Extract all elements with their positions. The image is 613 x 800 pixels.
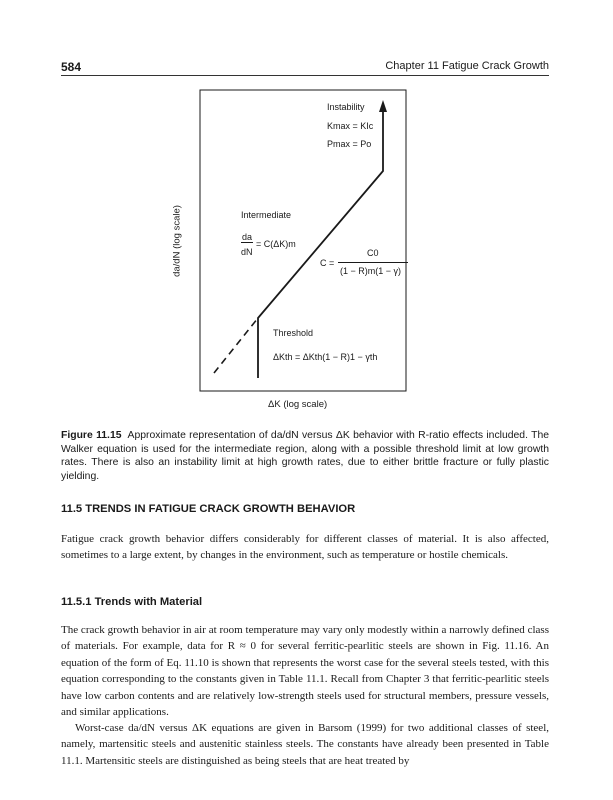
c-equation-denominator: (1 − R)m(1 − γ)	[340, 266, 402, 276]
extrapolation-dashed-line	[214, 318, 258, 373]
instability-arrowhead	[379, 100, 387, 112]
x-axis-label: ΔK (log scale)	[268, 399, 328, 410]
body-paragraph-1: The crack growth behavior in air at room temperature may vary only modestly within a narrowly defined class of materials. For example, data for R ≈ 0 for several ferritic-pearlitic steels are shown in Fig. 11.16. An equation of the form of Eq. 11.10 is shown that represents the worst case for the several steels tested, with this equation corresponding to the constants given in Table 11.1. Recall from Chapter 3 that ferritic-pearlitic steels have low carbon contents and are relatively low-strength steels used for structural members, pressure vessels, and similar applications.	[61, 624, 549, 719]
section-paragraph: Fatigue crack growth behavior differs considerably for different classes of material. It is also affected, sometimes to a large extent, by changes in the environment, such as temperature or hostile chemicals.	[61, 533, 549, 562]
threshold-equation: ΔKth = ΔKth(1 − R)1 − γth	[273, 352, 378, 362]
instability-title: Instability	[327, 102, 365, 112]
c-equation-fraction-bar	[338, 262, 408, 263]
figure-caption	[61, 429, 549, 483]
intermediate-title: Intermediate	[241, 210, 292, 220]
section-heading: 11.5 TRENDS IN FATIGUE CRACK GROWTH BEHAVIOR	[61, 503, 356, 515]
plot-frame	[200, 90, 406, 391]
body-paragraph-2: Worst-case da/dN versus ΔK equations are given in Barsom (1999) for two additional classes of steel, namely, martensitic steels and austenitic stainless steels. The constants have already been presented in Table 11.1. Martensitic steels are distinguished as being steels that are heat treated by	[61, 722, 549, 767]
y-axis-label: da/dN (log scale)	[171, 205, 183, 277]
header-rule	[61, 75, 549, 76]
figure-11-15	[170, 88, 440, 418]
figure-plot	[170, 88, 440, 418]
page-number: 584	[61, 60, 82, 74]
subsection-heading: 11.5.1 Trends with Material	[61, 596, 203, 608]
running-head: Chapter 11 Fatigue Crack Growth	[385, 60, 549, 72]
threshold-title: Threshold	[273, 328, 314, 338]
c-equation-lhs: C =	[320, 258, 335, 268]
instability-kmax-eq: Kmax = KIc	[327, 121, 374, 131]
instability-pmax-eq: Pmax = Po	[327, 139, 372, 149]
running-header	[61, 58, 549, 76]
figure-caption-text: Approximate representation of da/dN versus ΔK behavior with R-ratio effects included. The Walker equation is used for the intermediate region, along with a possible threshold limit at low growth rates. There is also an instability limit at high growth rates, due to either brittle fracture or fully plastic yielding.	[61, 430, 549, 482]
figure-caption-number: Figure 11.15	[61, 430, 122, 441]
intermediate-frac-num: da	[242, 232, 253, 242]
intermediate-frac-den: dN	[241, 247, 253, 257]
c-equation-numerator: C0	[367, 248, 379, 258]
walker-equation-rhs: = C(ΔK)m	[256, 239, 296, 249]
